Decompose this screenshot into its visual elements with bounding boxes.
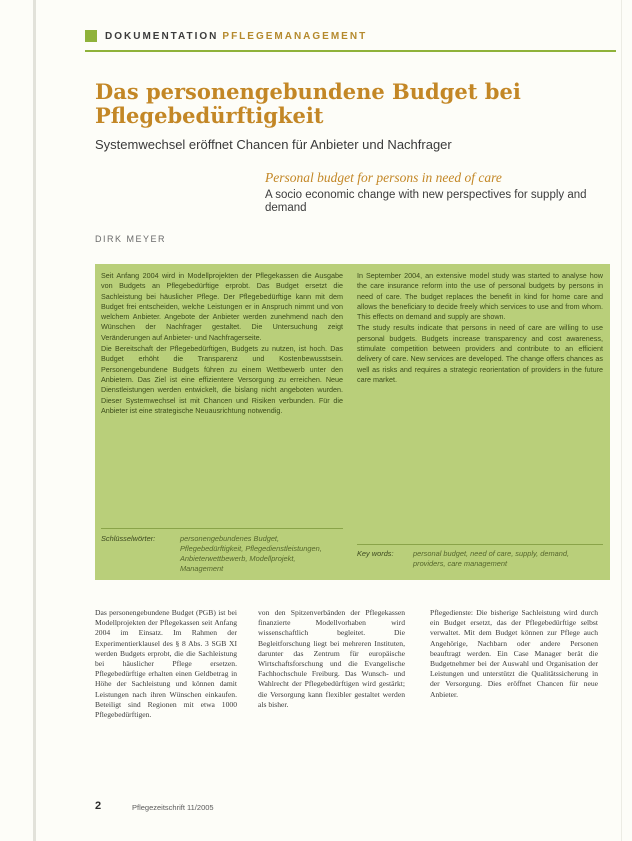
abstract-english-paragraph: In September 2004, an extensive model study was started to analyse how the care insurance reform into the use of personal budgets by persons in need of care. The budget replaces the benefit in kind for home care and allows the beneficiary to decide freely which services to use and from whom. This effects on demand and supply are shown. [357,271,603,322]
abstract-german [101,271,343,417]
keywords-divider-german [101,528,343,529]
magazine-issue: Pflegezeitschrift 11/2005 [132,803,214,812]
keywords-divider-english [357,544,603,545]
keywords-german: personengebundenes Budget, Pflegebedürftigkeit, Pflegedienstleistungen, Anbieterwettbewerb, Modellprojekt, Management [180,534,322,573]
english-subtitle: A socio economic change with new perspectives for supply and demand [265,189,587,214]
keywords-english: personal budget, need of care, supply, demand, providers, care management [413,549,569,568]
author-name: DIRK MEYER [95,234,167,244]
scan-page-edge [33,0,36,841]
body-column-3: Pflegedienste: Die bisherige Sachleistung wird durch ein Budget ersetzt, das der Pflegebedürftige selbst verwaltet. Mit dem Budget können zur Pflege auch Angehörige, Nachbarn oder andere Personen beauftragt werden. Ein Case Manager berät die Budgetnehmer bei der Auswahl und Organisation der Leistungen und unterstützt die Qualitätssicherung in der Versorgung. Dies eröffnet Chancen für neue Anbieter. [430,608,598,699]
abstract-english [357,271,603,386]
body-column-2: von den Spitzenverbänden der Pflegekassen finanzierte Modellvorhaben wird wissenschaftlich begleitet. Die Begleitforschung liegt bei mehreren Instituten, darunter das Zentrum für europäische Wirtschaftsforschung und die Evangelische Fachhochschule Freiburg. Das Wunsch- und Wahlrecht der Pflegebedürftigen wird gestärkt; die Versorgung kann flexibler gestaltet werden als bisher. [258,608,405,709]
scan-page-edge-right [621,0,622,841]
header-rule [85,50,616,52]
abstract-german-paragraph: Die Bereitschaft der Pflegebedürftigen, Budgets zu nutzen, ist hoch. Das Budget erhöht die Transparenz und Kostenbewusstsein. Personengebundene Budgets führen zu einem Wettbewerb unter den Anbietern. Das Ziel ist eine effizientere Versorgung zu erreichen. Neue Dienstleistungen werden entwickelt, die bislang nicht angeboten wurden. Dieser Systemwechsel ist mit Chancen und Risiken verbunden. Für die Anbieter ist eine strategische Neuausrichtung notwendig. [101,344,343,415]
abstract-german-paragraph: Seit Anfang 2004 wird in Modellprojekten der Pflegekassen die Ausgabe von Budgets an Pflegebedürftige erprobt. Das Budget ersetzt die Sachleistung bei häuslicher Pflege. Der Pflegebedürftige kann mit dem Budget frei entscheiden, welche Leistungen er in Anspruch nimmt und von welchem Anbieter. Angebote der Anbieter werden zunehmend nach den Wünschen der Nachfrager gestaltet. Die Untersuchung zeigt Veränderungen auf Anbieter- und Nachfragerseite. [101,271,343,342]
abstract-english-paragraph: The study results indicate that persons in need of care are willing to use personal budgets. Budgets increase transparency and cost awareness, stimulate competition between providers and contribute to an efficient delivery of care. New services are developed. The change offers chances as well as risks and requires a strategic reorientation of providers in the future care market. [357,323,603,384]
body-column-1: Das personengebundene Budget (PGB) ist bei Modellprojekten der Pflegekassen seit Anfang 2004 im Einsatz. Im Rahmen der Experimentierklausel des § 8 Abs. 3 SGB XI werden Budgets erprobt, die die Sachleistung bei häuslicher Pflege ersetzen. Pflegebedürftige erhalten einen Geldbetrag in Höhe der Sachleistung und können damit Leistungen nach ihren Wünschen einkaufen. Beteiligt sind Regionen mit etwa 1000 Pflegebedürftigen. [95,608,237,720]
header-kicker-pflegemanagement: PFLEGEMANAGEMENT [222,30,368,42]
article-title: Das personengebundene Budget bei Pflegebedürftigkeit [95,79,521,128]
keywords-label-english: Key words: [357,549,394,558]
page-number: 2 [95,800,102,812]
keywords-label-german: Schlüsselwörter: [101,534,156,543]
english-title: Personal budget for persons in need of care [265,170,502,185]
header-kicker-documentation: DOKUMENTATION [105,30,219,42]
header-accent-square [85,30,97,42]
section-header [85,22,616,50]
abstract-box [95,264,610,580]
article-subtitle: Systemwechsel eröffnet Chancen für Anbieter und Nachfrager [95,137,452,152]
